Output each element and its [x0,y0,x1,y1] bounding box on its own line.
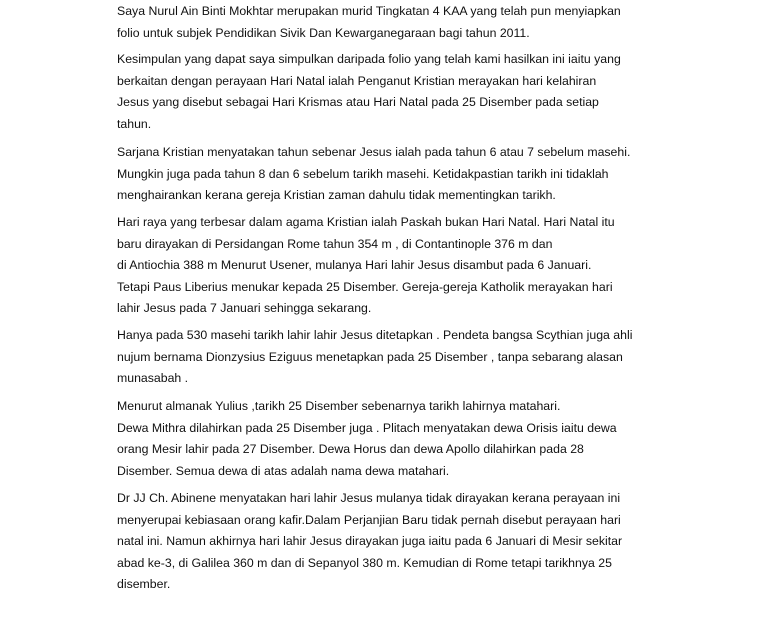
text-line: natal ini. Namun akhirnya hari lahir Jesus dirayakan juga iaitu pada 6 Januari di Mesir sekitar [117,534,623,548]
text-line: Menurut almanak Yulius ,tarikh 25 Disember sebenarnya tarikh lahirnya matahari. [117,399,561,413]
text-line: orang Mesir lahir pada 27 Disember. Dewa Horus dan dewa Apollo dilahirkan pada 28 [117,442,584,456]
text-line: folio untuk subjek Pendidikan Sivik Dan Kewarganegaraan bagi tahun 2011. [117,25,530,40]
paragraph-date-established [117,325,632,390]
paragraph-scholars [117,142,630,207]
text-line: di Antiochia 388 m Menurut Usener, mulanya Hari lahir Jesus disambut pada 6 Januari. [117,258,592,272]
text-line: tahun. [117,116,152,131]
text-line: Tetapi Paus Liberius menukar kepada 25 Disember. Gereja-gereja Katholik merayakan hari [117,279,613,294]
paragraph-easter [117,212,615,320]
text-line: Hari raya yang terbesar dalam agama Kristian ialah Paskah bukan Hari Natal. Hari Natal itu [117,215,615,229]
text-line: nujum bernama Dionzysius Eziguus menetapkan pada 25 Disember , tanpa sebarang alasan [117,349,623,364]
text-line: Dr JJ Ch. Abinene menyatakan hari lahir Jesus mulanya tidak dirayakan kerana perayaan ini [117,491,621,505]
text-line: abad ke-3, di Galilea 360 m dan di Sepanyol 380 m. Kemudian di Rome tetapi tarikhnya 25 [117,555,612,570]
text-line: lahir Jesus pada 7 Januari sehingga sekarang. [117,301,372,315]
text-line: Jesus yang disebut sebagai Hari Krismas atau Hari Natal pada 25 Disember pada setiap [117,95,599,109]
paragraph-abinene [117,488,622,596]
text-line: berkaitan dengan perayaan Hari Natal ialah Penganut Kristian merayakan hari kelahiran [117,73,597,88]
text-line: Hanya pada 530 masehi tarikh lahir lahir Jesus ditetapkan . Pendeta bangsa Scythian juga ahli [117,328,633,342]
text-line: Dewa Mithra dilahirkan pada 25 Disember juga . Plitach menyatakan dewa Orisis iaitu dewa [117,420,617,435]
text-line: menyerupai kebiasaan orang kafir.Dalam Perjanjian Baru tidak pernah disebut perayaan hari [117,512,621,527]
text-line: Saya Nurul Ain Binti Mokhtar merupakan murid Tingkatan 4 KAA yang telah pun menyiapkan [117,4,621,18]
text-line: baru dirayakan di Persidangan Rome tahun 354 m , di Contantinople 376 m dan [117,236,553,251]
paragraph-sun-gods [117,396,617,482]
text-line: Mungkin juga pada tahun 8 dan 6 sebelum tarikh masehi. Ketidakpastian tarikh ini tidaklah [117,166,609,181]
text-line: Sarjana Kristian menyatakan tahun sebenar Jesus ialah pada tahun 6 atau 7 sebelum masehi. [117,145,631,159]
text-line: disember. [117,577,171,591]
text-line: munasabah . [117,371,189,385]
paragraph-conclusion [117,49,621,135]
text-line: Kesimpulan yang dapat saya simpulkan daripada folio yang telah kami hasilkan ini iaitu yang [117,52,621,66]
paragraph-introduction [117,1,621,44]
text-line: menghairankan kerana gereja Kristian zaman dahulu tidak mementingkan tarikh. [117,188,556,202]
text-line: Disember. Semua dewa di atas adalah nama dewa matahari. [117,463,450,478]
